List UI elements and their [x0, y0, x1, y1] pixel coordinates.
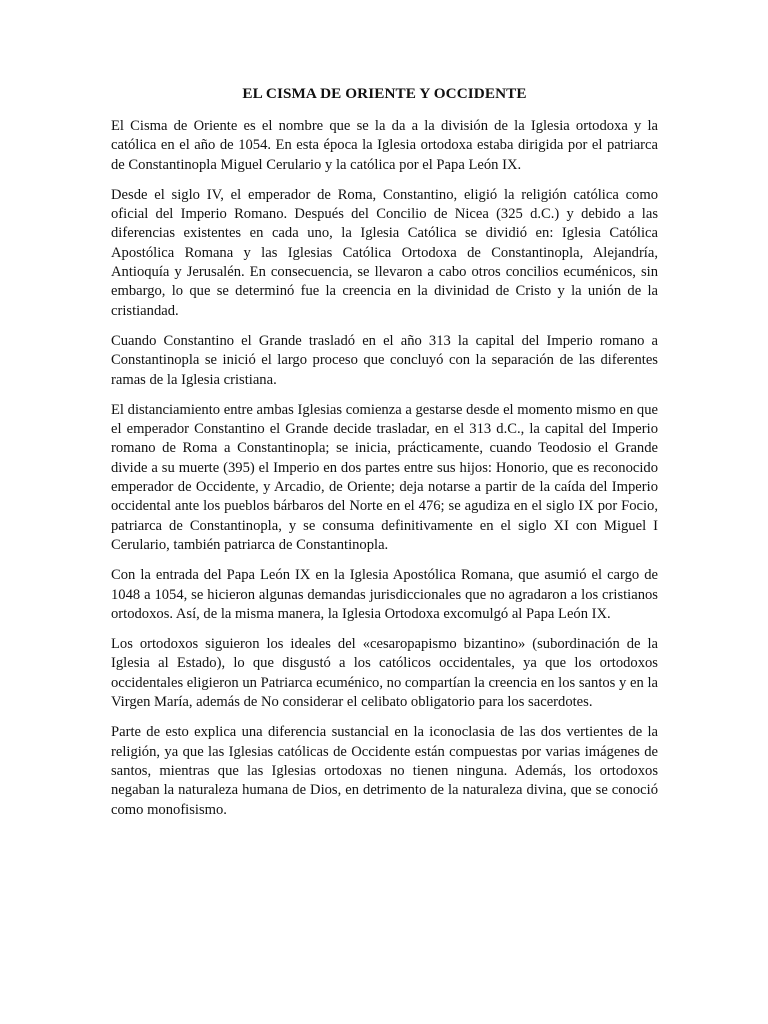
paragraph-2: Desde el siglo IV, el emperador de Roma, Constantino, eligió la religión católica como oficial del Imperio Romano. Después del Concilio de Nicea (325 d.C.) y debido a las diferencias existentes en cada uno, la Iglesia Católica se dividió en: Iglesia Católica Apostólica Romana y las Iglesias Católica Ortodoxa de Constantinopla, Alejandría, Antioquía y Jerusalén. En consecuencia, se llevaron a cabo otros concilios ecuménicos, sin embargo, lo que se determinó fue la creencia en la divinidad de Cristo y la unión de la cristiandad.: [111, 186, 658, 319]
paragraph-6: Los ortodoxos siguieron los ideales del «cesaropapismo bizantino» (subordinación de la Iglesia al Estado), lo que disgustó a los católicos occidentales, ya que los ortodoxos occidentales eligieron un Patriarca ecuménico, no compartían la creencia en los santos y en la Virgen María, además de No considerar el celibato obligatorio para los sacerdotes.: [111, 636, 658, 711]
paragraph-3: Cuando Constantino el Grande trasladó en el año 313 la capital del Imperio romano a Constantinopla se inició el largo proceso que concluyó con la separación de las diferentes ramas de la Iglesia cristiana.: [111, 332, 658, 388]
paragraph-5: Con la entrada del Papa León IX en la Iglesia Apostólica Romana, que asumió el cargo de 1048 a 1054, se hicieron algunas demandas jurisdiccionales que no agradaron a los cristianos ortodoxos. Así, de la misma manera, la Iglesia Ortodoxa excomulgó al Papa León IX.: [111, 567, 658, 622]
paragraph-1: El Cisma de Oriente es el nombre que se la da a la división de la Iglesia ortodoxa y la católica en el año de 1054. En esta época la Iglesia ortodoxa estaba dirigida por el patriarca de Constantinopla Miguel Cerulario y la católica por el Papa León IX.: [111, 118, 658, 173]
paragraph-7: Parte de esto explica una diferencia sustancial en la iconoclasia de las dos vertientes de la religión, ya que las Iglesias católicas de Occidente están compuestas por varias imágenes de santos, mientras que las Iglesias ortodoxas no tienen ninguna. Además, los ortodoxos negaban la naturaleza humana de Dios, en detrimento de la naturaleza divina, que se conoció como monofisismo.: [111, 724, 658, 818]
document-title: EL CISMA DE ORIENTE Y OCCIDENTE: [242, 85, 527, 102]
paragraph-4: El distanciamiento entre ambas Iglesias comienza a gestarse desde el momento mismo en que el emperador Constantino el Grande decide trasladar, en el 313 d.C., la capital del Imperio romano de Roma a Constantinopla; se inicia, prácticamente, cuando Teodosio el Grande divide a su muerte (395) el Imperio en dos partes entre sus hijos: Honorio, que es reconocido emperador de Occidente, y Arcadio, de Oriente; deja notarse a partir de la caída del Imperio occidental ante los pueblos bárbaros del Norte en el 476; se agudiza en el siglo IX por Focio, patriarca de Constantinopla, y se consuma definitivamente en el siglo XI con Miguel I Cerulario, también patriarca de Constantinopla.: [111, 401, 658, 553]
